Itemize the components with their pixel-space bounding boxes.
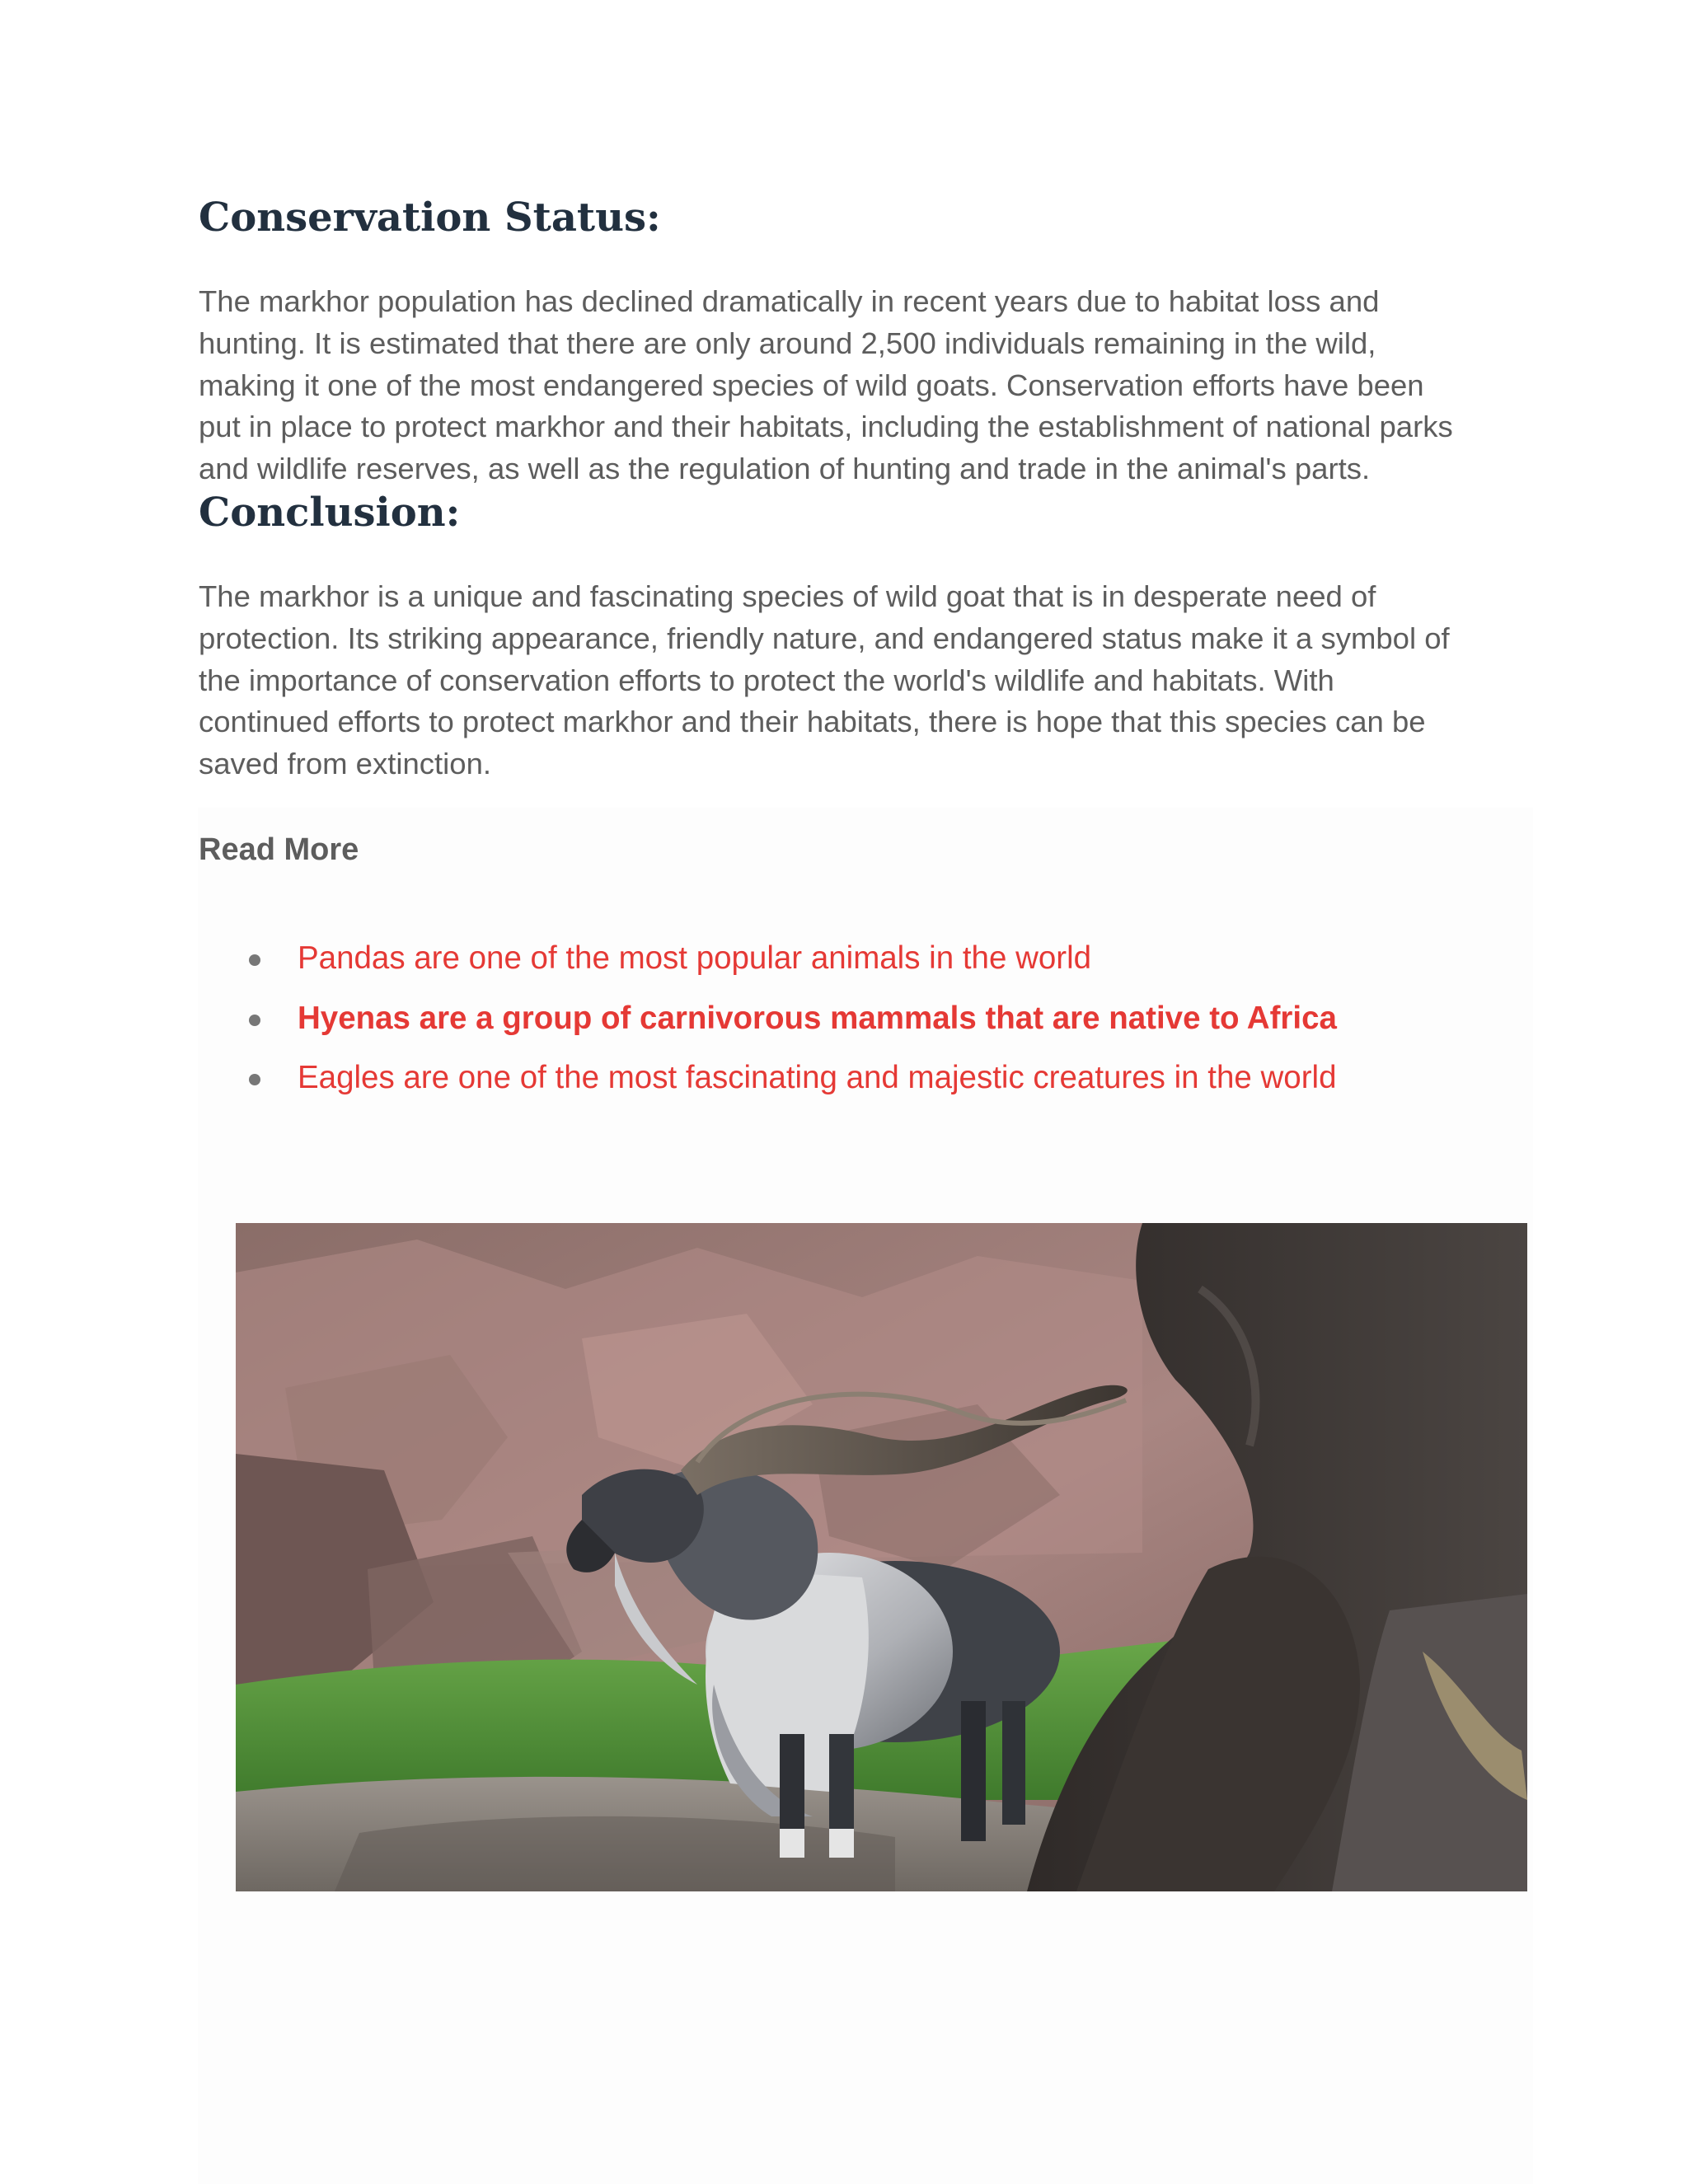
link-text: Eagles are one of the most fascinating and majestic creatures in the world	[298, 1060, 1337, 1095]
read-more-link-eagles[interactable]	[199, 1055, 1337, 1115]
paragraph-line: put in place to protect markhor and their habitats, including the establishment of national parks	[199, 410, 1453, 444]
conservation-status-paragraph	[199, 281, 1501, 490]
link-text: Pandas are one of the most popular animals in the world	[298, 940, 1092, 976]
bullet-icon	[249, 1074, 260, 1085]
paragraph-line: the importance of conservation efforts to protect the world's wildlife and habitats. With	[199, 663, 1334, 697]
paragraph-line: continued efforts to protect markhor and their habitats, there is hope that this species can be	[199, 705, 1426, 739]
conclusion-heading: Conclusion:	[199, 490, 461, 536]
paragraph-line: The markhor population has declined dramatically in recent years due to habitat loss and	[199, 284, 1380, 318]
paragraph-line: hunting. It is estimated that there are only around 2,500 individuals remaining in the wild,	[199, 326, 1376, 360]
conservation-status-heading: Conservation Status:	[199, 194, 661, 241]
paragraph-line: protection. Its striking appearance, friendly nature, and endangered status make it a symbol of	[199, 621, 1450, 655]
read-more-label: Read More	[199, 832, 359, 867]
paragraph-line: The markhor is a unique and fascinating species of wild goat that is in desperate need of	[199, 579, 1376, 613]
markhor-photo	[236, 1223, 1527, 1891]
read-more-link-pandas[interactable]	[199, 935, 1337, 996]
bullet-icon	[249, 1015, 260, 1026]
bullet-icon	[249, 954, 260, 966]
paragraph-line: saved from extinction.	[199, 747, 492, 781]
read-more-link-hyenas[interactable]	[199, 996, 1337, 1056]
link-text: Hyenas are a group of carnivorous mammals that are native to Africa	[298, 1000, 1337, 1036]
conclusion-paragraph	[199, 576, 1501, 785]
read-more-links	[199, 935, 1337, 1115]
paragraph-line: and wildlife reserves, as well as the regulation of hunting and trade in the animal's parts.	[199, 452, 1371, 486]
paragraph-line: making it one of the most endangered species of wild goats. Conservation efforts have been	[199, 368, 1424, 402]
